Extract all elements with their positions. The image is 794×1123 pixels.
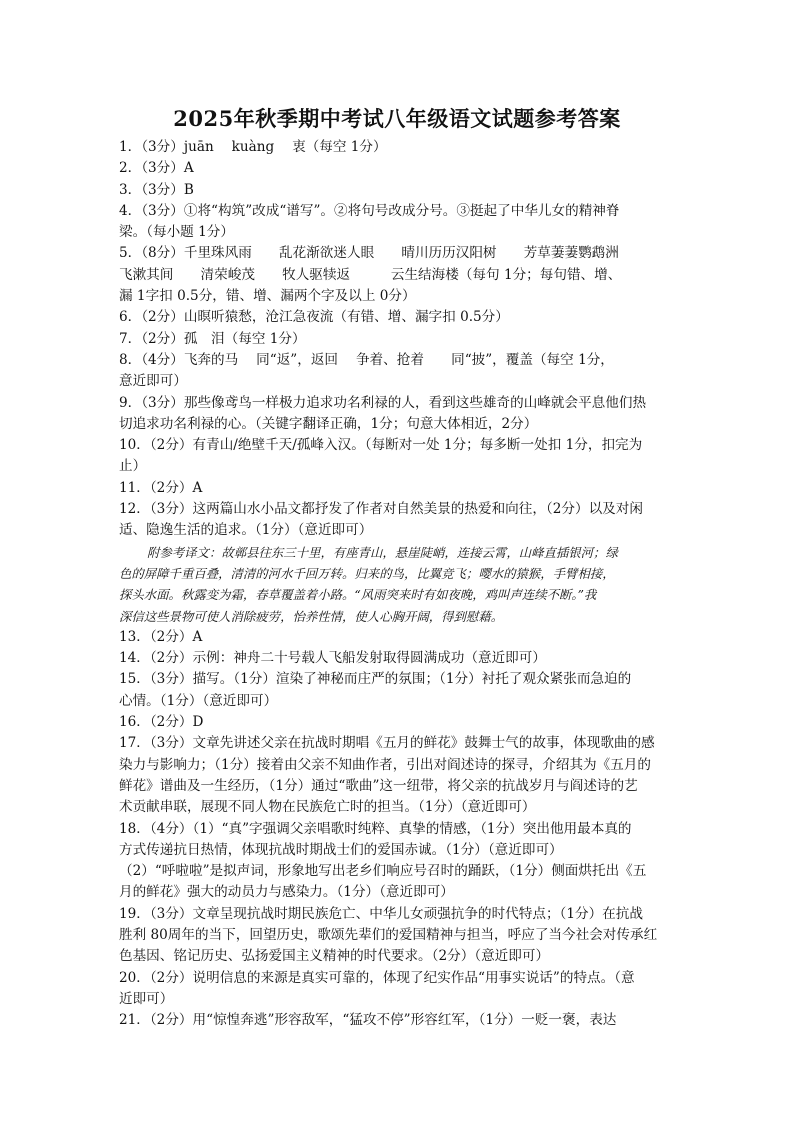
answer-line: 21．（2分）用“惊惶奔逃”形容敌军，“猛攻不停”形容红军，（1分）一贬一褒，表达 — [119, 1012, 617, 1029]
answer-line: 4．（3分）①将“构筑”改成“谱写”。②将句号改成分号。③挺起了中华儿女的精神脊 — [119, 202, 620, 219]
answer-line: 8．（4分）飞奔的马 同“返”，返回 争着、抢着 同“披”，覆盖（每空 1分， — [119, 351, 614, 368]
answer-line: 11．（2分）A — [119, 479, 203, 496]
answer-line: 适、隐逸生活的追求。（1分）（意近即可） — [119, 522, 373, 539]
answer-line: 月的鲜花》强大的动员力与感染力。（1分）（意近即可） — [119, 884, 454, 901]
answer-line: 3．（3分）B — [119, 181, 194, 198]
answer-line: 7．（2分）孤 泪（每空 1分） — [119, 330, 306, 347]
answer-line: 梁。（每小题 1分） — [119, 224, 234, 241]
answer-line: 15．（3分）描写。（1分）渲染了神秘而庄严的氛围；（1分）衬托了观众紧张而急迫的 — [119, 671, 632, 688]
answer-line: 13．（2分）A — [119, 628, 203, 645]
answer-line: 术贡献串联，展现不同人物在民族危亡时的担当。（1分）（意近即可） — [119, 799, 536, 816]
answer-line: 意近即可） — [119, 373, 187, 390]
page-title: 2025年秋季期中考试八年级语文试题参考答案 — [173, 106, 621, 131]
answer-line: 5．（8分）千里珠风雨 乱花渐欲迷人眼 晴川历历汉阳树 芳草萋萋鹦鹉洲 — [119, 245, 619, 262]
answer-line: （2）“呼啦啦”是拟声词，形象地写出老乡们响应号召时的踊跃，（1分）侧面烘托出《五 — [119, 863, 647, 880]
answer-line: 切追求功名利禄的心。（关键字翻译正确，1分；句意大体相近，2分） — [119, 415, 538, 432]
answer-line: 1．（3分）juān kuàng 衷（每空 1分） — [119, 139, 387, 155]
answer-line: 胜利 80周年的当下，回望历史，歌颂先辈们的爱国精神与担当，呼应了当今社会对传承红 — [119, 926, 658, 943]
answer-line: 12．（3分）这两篇山水小品文都抒发了作者对自然美景的热爱和向往，（2分）以及对闲 — [119, 501, 643, 518]
reference-translation-line: 附参考译文：故鄣县往东三十里，有座青山，悬崖陡峭，连接云霄，山峰直插银河；绿 — [147, 544, 618, 560]
answer-line: 17．（3分）文章先讲述父亲在抗战时期唱《五月的鲜花》鼓舞士气的故事，体现歌曲的感 — [119, 735, 655, 752]
answer-line: 14．（2分）示例：神舟二十号载人飞船发射取得圆满成功（意近即可） — [119, 650, 546, 667]
answer-line: 16．（2分）D — [119, 714, 204, 731]
answer-line: 6．（2分）山暝听猿愁，沧江急夜流（有错、增、漏字扣 0.5分） — [119, 309, 509, 326]
answer-line: 18．（4分）（1）“真”字强调父亲唱歌时纯粹、真挚的情感，（1分）突出他用最本真的 — [119, 820, 632, 837]
answer-line: 色基因、铭记历史、弘扬爱国主义精神的时代要求。（2分）（意近即可） — [119, 948, 550, 965]
answer-line: 19．（3分）文章呈现抗战时期民族危亡、中华儿女顽强抗争的时代特点；（1分）在抗战 — [119, 905, 643, 922]
answer-line: 鲜花》谱曲及一生经历，（1分）通过“歌曲”这一纽带，将父亲的抗战岁月与阎述诗的艺 — [119, 777, 638, 794]
answer-line: 近即可） — [119, 990, 174, 1007]
answer-line: 染力与影响力；（1分）接着由父亲不知曲作者，引出对阎述诗的探寻，介绍其为《五月的 — [119, 756, 652, 773]
answer-line: 9．（3分）那些像鸢鸟一样极力追求功名利禄的人，看到这些雄奇的山峰就会平息他们热 — [119, 394, 647, 411]
answer-line: 10．（2分）有青山/绝壁千天/孤峰入汉。（每断对一处 1分；每多断一处扣 1分，扣完为 — [119, 437, 643, 454]
answer-line: 2．（3分）A — [119, 160, 194, 177]
answer-line: 止） — [119, 458, 147, 475]
reference-translation-line: 探头水面。秋露变为霜，春草覆盖着小路。“风雨突来时有如夜晚，鸡叫声连续不断。”我 — [119, 587, 597, 603]
answer-line: 飞漱其间 清荣峻茂 牧人驱犊返 云生结海楼（每句 1分；每句错、增、 — [119, 266, 622, 283]
answer-line: 方式传递抗日热情，体现抗战时期战士们的爱国赤诚。（1分）（意近即可） — [119, 841, 563, 858]
reference-translation-line: 深信这些景物可使人消除疲劳，怡养性情，使人心胸开阔，得到慰藉。 — [119, 608, 504, 624]
reference-translation-line: 色的屏障千重百叠，清清的河水千回万转。归来的鸟，比翼竞飞；嘤水的猿猴，手臂相接， — [119, 565, 615, 581]
answer-line: 20．（2分）说明信息的来源是真实可靠的，体现了纪实作品“用事实说话”的特点。（意 — [119, 969, 635, 986]
answer-line: 心情。（1分）（意近即可） — [119, 692, 278, 709]
answer-body — [119, 137, 679, 1031]
answer-line: 漏 1字扣 0.5分，错、增、漏两个字及以上 0分） — [119, 288, 416, 305]
